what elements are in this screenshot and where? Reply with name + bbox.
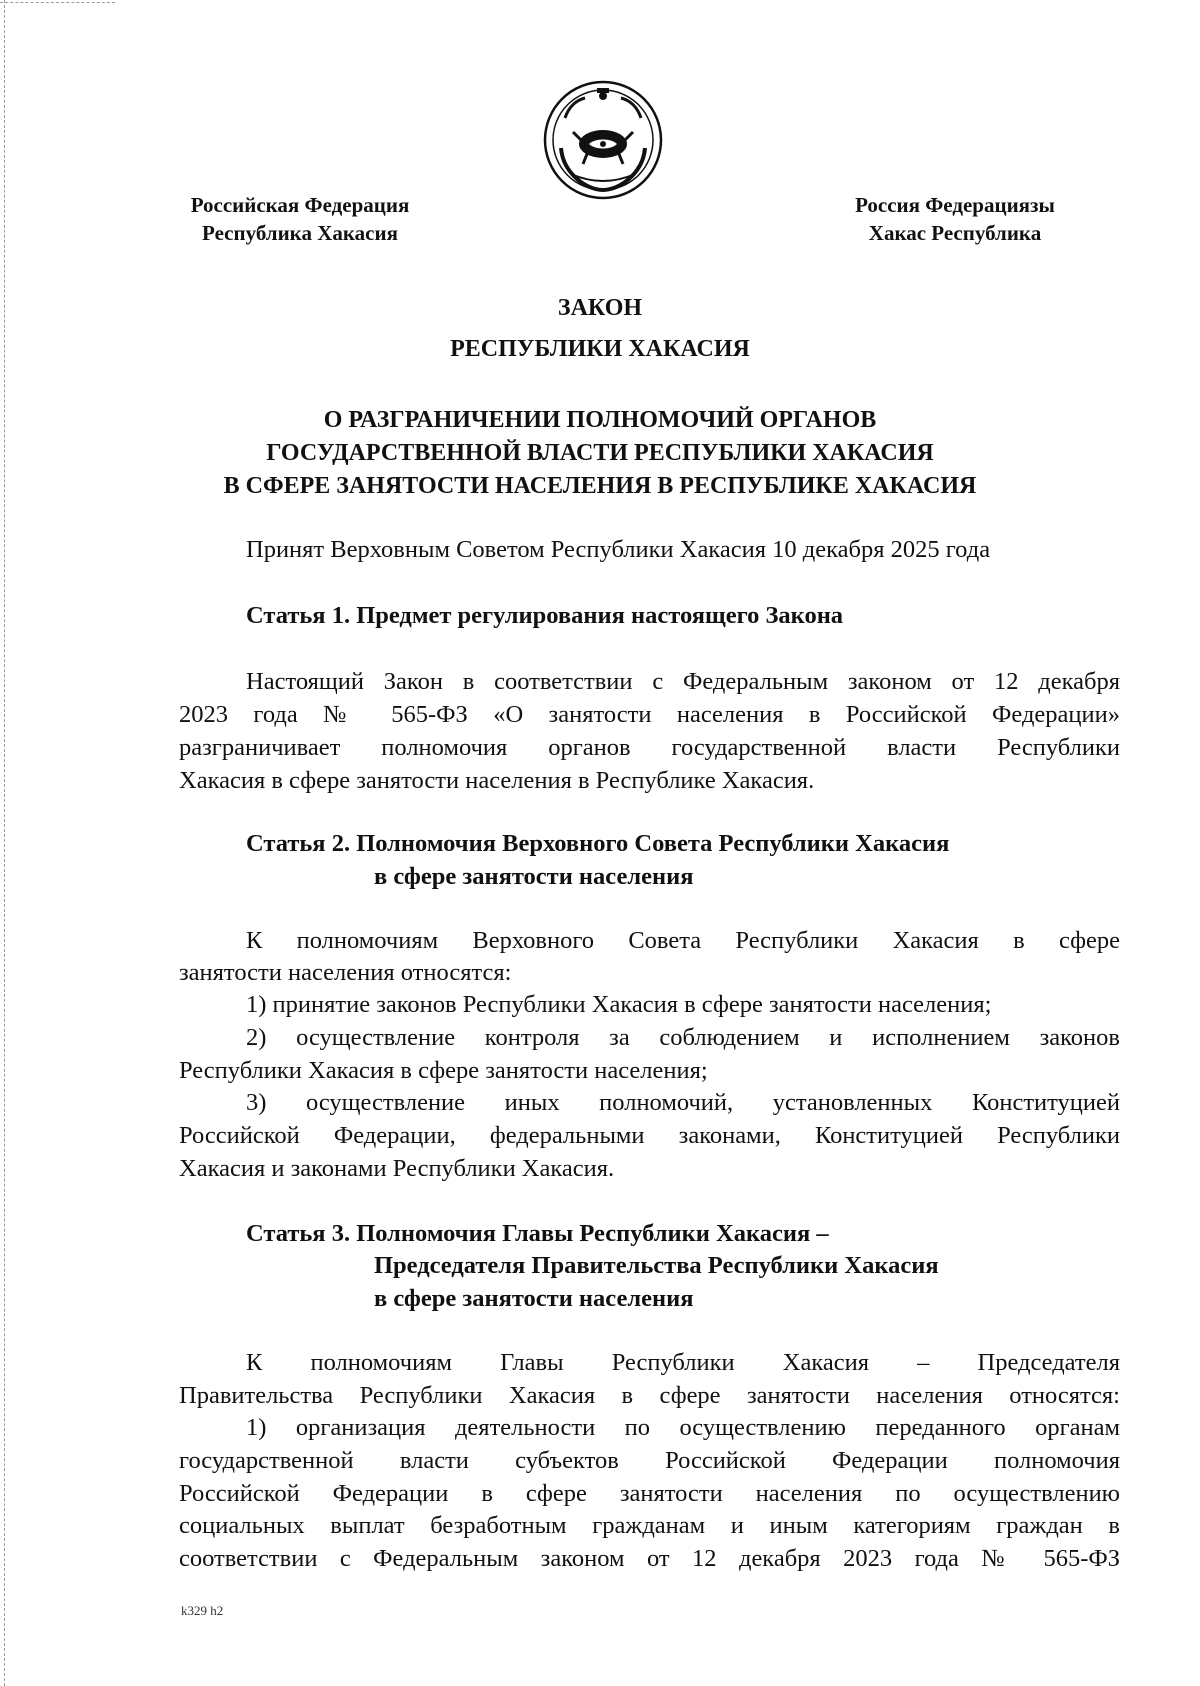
header-right-republic: Хакас Республика [868, 221, 1042, 245]
header-left-republic: Республика Хакасия [202, 221, 398, 245]
article-1-line: Хакасия в сфере занятости населения в Республике Хакасия. [179, 767, 815, 794]
header-right-country: Россия Федерациязы [855, 193, 1055, 217]
article-2-heading: Статья 2. Полномочия Верховного Совета Республики Хакасия [246, 830, 950, 857]
article-2-line: Хакасия и законами Республики Хакасия. [179, 1155, 615, 1182]
law-title-republic: РЕСПУБЛИКИ ХАКАСИЯ [450, 336, 750, 362]
article-2-line: занятости населения относятся: [179, 959, 512, 986]
article-3-line: соответствии с Федеральным законом от 12 декабря 2023 года № 565-ФЗ [179, 1545, 1120, 1572]
header-left-country: Российская Федерация [190, 193, 410, 217]
article-3-line: К полномочиям Главы Республики Хакасия – Председателя [246, 1349, 1120, 1376]
header-right [825, 191, 1085, 247]
article-2-heading-cont: в сфере занятости населения [374, 863, 694, 890]
article-3-line: Российской Федерации в сфере занятости населения по осуществлению [179, 1480, 1120, 1507]
article-3-line: социальных выплат безработным гражданам и иным категориям граждан в [179, 1512, 1120, 1539]
article-3-item: 1) организация деятельности по осуществлению переданного органам [246, 1414, 1120, 1441]
header-left [160, 191, 440, 247]
scan-edge-top [0, 2, 115, 4]
document-code: k329 h2 [181, 1603, 224, 1618]
article-3-line: Правительства Республики Хакасия в сфере занятости населения относятся: [179, 1382, 1120, 1409]
article-2-line: Республики Хакасия в сфере занятости населения; [179, 1057, 708, 1084]
article-2-line: К полномочиям Верховного Совета Республики Хакасия в сфере [246, 927, 1120, 954]
article-3-line: государственной власти субъектов Российской Федерации полномочия [179, 1447, 1120, 1474]
article-1-line: Настоящий Закон в соответствии с Федеральным законом от 12 декабря [246, 668, 1120, 695]
adoption-note: Принят Верховным Советом Республики Хакасия 10 декабря 2025 года [246, 536, 991, 563]
law-subject-line-3: В СФЕРЕ ЗАНЯТОСТИ НАСЕЛЕНИЯ В РЕСПУБЛИКЕ ХАКАСИЯ [223, 473, 977, 499]
law-subject-line-2: ГОСУДАРСТВЕННОЙ ВЛАСТИ РЕСПУБЛИКИ ХАКАСИЯ [266, 440, 934, 466]
scan-edge-left [4, 0, 6, 1686]
article-1-heading: Статья 1. Предмет регулирования настоящего Закона [246, 602, 844, 629]
article-1-line: разграничивает полномочия органов государственной власти Республики [179, 734, 1120, 761]
law-subject-line-1: О РАЗГРАНИЧЕНИИ ПОЛНОМОЧИЙ ОРГАНОВ [323, 407, 877, 433]
article-2-item: 1) принятие законов Республики Хакасия в сфере занятости населения; [246, 991, 992, 1018]
article-3-heading-cont: в сфере занятости населения [374, 1285, 694, 1312]
article-3-heading-cont: Председателя Правительства Республики Хакасия [374, 1252, 939, 1279]
article-2-line: Российской Федерации, федеральными законами, Конституцией Республики [179, 1122, 1120, 1149]
article-3-heading: Статья 3. Полномочия Главы Республики Хакасия – [246, 1220, 829, 1247]
law-title: ЗАКОН [557, 295, 643, 321]
article-2-item: 2) осуществление контроля за соблюдением и исполнением законов [246, 1024, 1120, 1051]
article-1-line: 2023 года № 565-ФЗ «О занятости населения в Российской Федерации» [179, 701, 1120, 728]
article-2-item: 3) осуществление иных полномочий, установленных Конституцией [246, 1089, 1120, 1116]
coat-of-arms-icon [541, 78, 665, 202]
